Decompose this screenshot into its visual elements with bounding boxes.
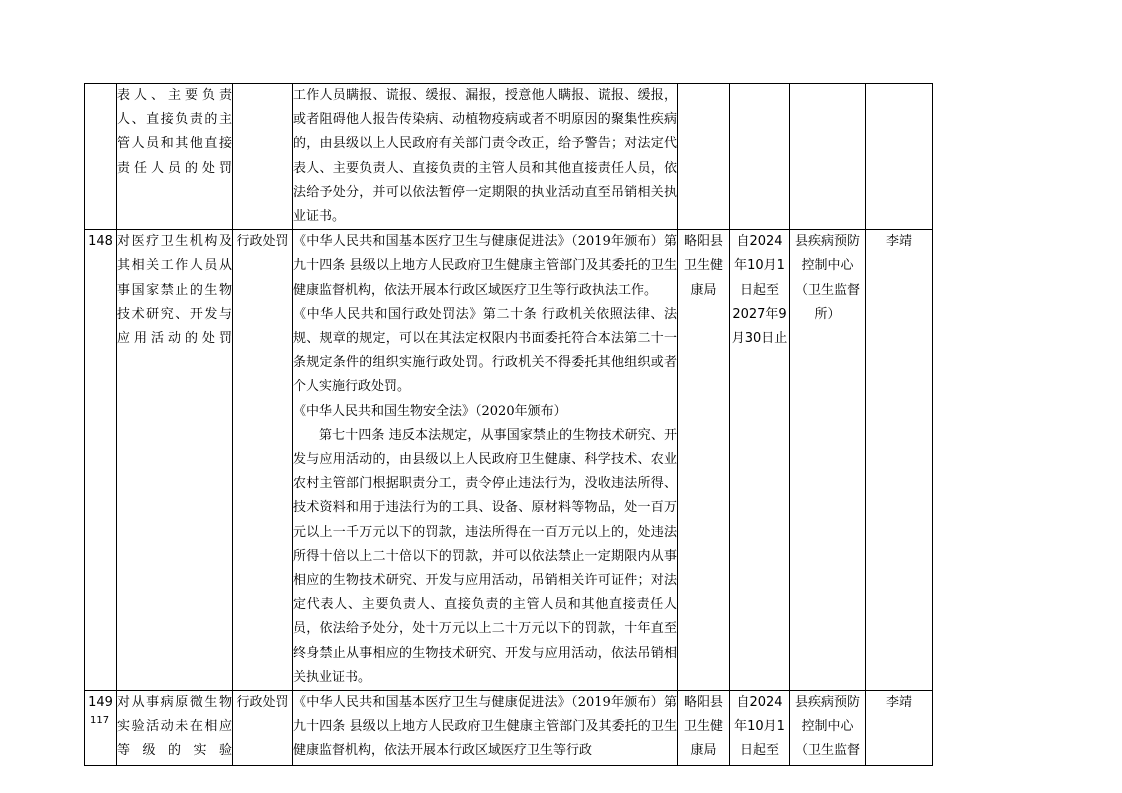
row-number: 148 (85, 230, 117, 691)
item-name: 表人、主要负责人、直接负责的主管人员和其他直接责任人员的处罚 (117, 84, 233, 230)
row-number (85, 84, 117, 230)
responsible-person: 李靖 (866, 230, 933, 691)
validity-period: 自2024年10月1日起至2027年9月30日止 (730, 230, 790, 691)
basis-paragraph: 《中华人民共和国基本医疗卫生与健康促进法》（2019年颁布）第九十四条 县级以上地方人民政府卫生健康主管部门及其委托的卫生健康监督机构，依法开展本行政区域医疗卫生等行政执法工作。 (293, 234, 677, 298)
basis-paragraph: 第七十四条 违反本法规定，从事国家禁止的生物技术研究、开发与应用活动的，由县级以上人民政府卫生健康、科学技术、农业农村主管部门根据职责分工，责令停止违法行为，没收违法所得、技术资料和用于违法行为的工具、设备、原材料等物品，处一百万元以上一千万元以下的罚款，违法所得在一百万元以上的，处违法所得十倍以上二十倍以下的罚款，并可以依法禁止一定期限内从事相应的生物技术研究、开发与应用活动，吊销相关许可证件；对法定代表人、主要负责人、直接负责的主管人员和其他直接责任人员，依法给予处分，处十万元以上二十万元以下的罚款，十年直至终身禁止从事相应的生物技术研究、开发与应用活动，依法吊销相关执业证书。 (293, 427, 677, 685)
item-type: 行政处罚 (233, 691, 293, 766)
responsible-person (866, 84, 933, 230)
table-row (85, 84, 933, 230)
item-type: 行政处罚 (233, 230, 293, 691)
legal-basis (293, 84, 678, 230)
department: 略阳县卫生健康局 (678, 691, 730, 766)
row-number: 149 (85, 691, 117, 766)
validity-period (730, 84, 790, 230)
basis-paragraph: 工作人员瞒报、谎报、缓报、漏报，授意他人瞒报、谎报、缓报，或者阻碍他人报告传染病、动植物疫病或者不明原因的聚集性疾病的，由县级以上人民政府有关部门责令改正，给予警告；对法定代表人、主要负责人、直接负责的主管人员和其他直接责任人员，依法给予处分，并可以依法暂停一定期限的执业活动直至吊销相关执业证书。 (293, 88, 677, 225)
enforcement-table (84, 83, 933, 766)
department (678, 84, 730, 230)
item-type (233, 84, 293, 230)
entrusted-org: 县疾病预防控制中心（卫生监督所） (790, 230, 866, 691)
entrusted-org: 县疾病预防控制中心（卫生监督 (790, 691, 866, 766)
legal-basis (293, 691, 678, 766)
page-number: 117 (90, 715, 110, 726)
validity-period: 自2024年10月1日起至 (730, 691, 790, 766)
table-row (85, 230, 933, 691)
entrusted-org (790, 84, 866, 230)
legal-basis (293, 230, 678, 691)
department: 略阳县卫生健康局 (678, 230, 730, 691)
basis-paragraph: 《中华人民共和国行政处罚法》第二十条 行政机关依照法律、法规、规章的规定，可以在其法定权限内书面委托符合本法第二十一条规定条件的组织实施行政处罚。行政机关不得委托其他组织或者个人实施行政处罚。 (293, 306, 677, 395)
responsible-person: 李靖 (866, 691, 933, 766)
item-name: 对从事病原微生物实验活动未在相应等级的实验 (117, 691, 233, 766)
basis-paragraph: 《中华人民共和国生物安全法》（2020年颁布） (293, 403, 567, 419)
basis-paragraph: 《中华人民共和国基本医疗卫生与健康促进法》（2019年颁布）第九十四条 县级以上地方人民政府卫生健康主管部门及其委托的卫生健康监督机构，依法开展本行政区域医疗卫生等行政 (293, 695, 677, 759)
item-name: 对医疗卫生机构及其相关工作人员从事国家禁止的生物技术研究、开发与应用活动的处罚 (117, 230, 233, 691)
table-row (85, 691, 933, 766)
